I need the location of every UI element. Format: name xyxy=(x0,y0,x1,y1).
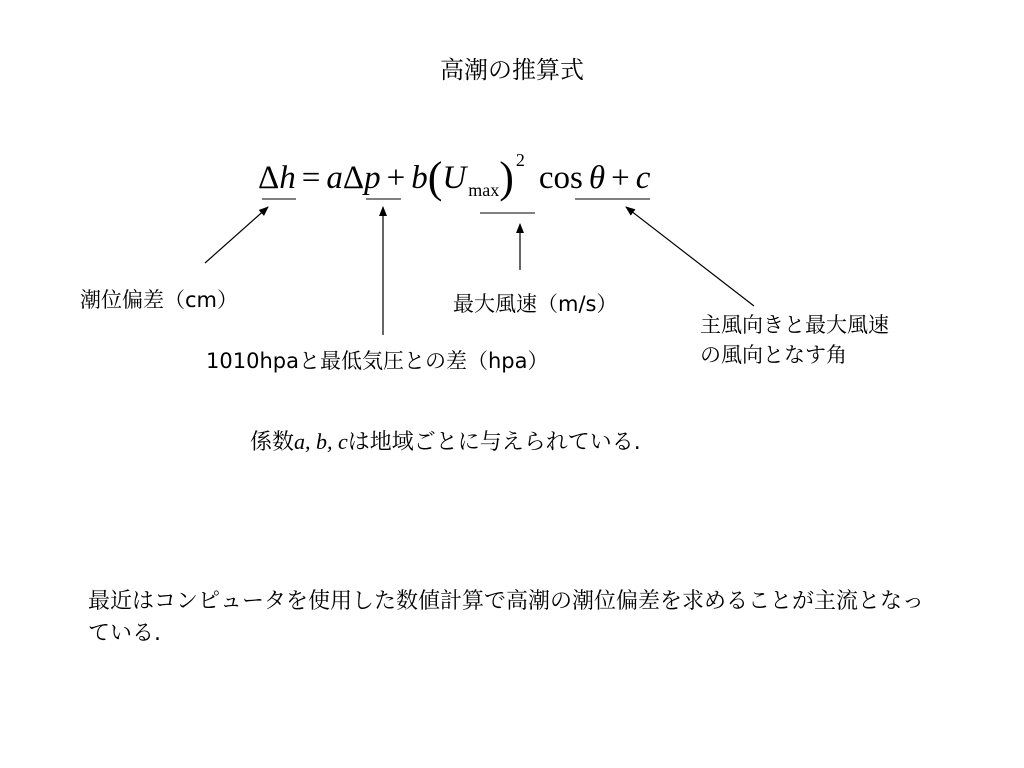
var-h: h xyxy=(279,160,296,196)
computation-note: 最近はコンピュータを使用した数値計算で高潮の潮位偏差を求めることが主流となっている. xyxy=(88,589,925,646)
coef-a: a xyxy=(294,429,306,454)
delta-symbol: Δ xyxy=(342,160,365,196)
coef-c: c xyxy=(338,429,348,454)
var-a: a xyxy=(326,160,343,196)
var-theta: θ xyxy=(588,160,606,196)
equals-sign: = xyxy=(301,160,321,196)
coef-b: b xyxy=(316,429,328,454)
cos-function: cos xyxy=(538,160,583,196)
var-b: b xyxy=(411,160,428,196)
arrow-deviation xyxy=(205,207,268,263)
label-pressure-difference: 1010hpaと最低気圧との差（hpa） xyxy=(206,349,549,373)
arrow-angle xyxy=(626,207,754,306)
subscript-max: max xyxy=(468,180,500,200)
coef-separator: , xyxy=(327,429,339,454)
superscript-2: 2 xyxy=(515,150,525,170)
delta-symbol: Δ xyxy=(258,160,280,196)
coef-suffix: は地域ごとに与えられている. xyxy=(347,430,641,455)
left-paren: ( xyxy=(427,153,443,202)
plus-sign: + xyxy=(386,160,406,196)
right-paren: ) xyxy=(499,153,514,202)
var-p: p xyxy=(364,160,381,196)
label-wind-angle xyxy=(700,310,960,370)
label-tide-deviation: 潮位偏差（cm） xyxy=(80,288,239,312)
page-title: 高潮の推算式 xyxy=(440,56,584,84)
coef-separator: , xyxy=(305,429,317,454)
plus-sign: + xyxy=(611,160,630,196)
label-wind-angle-line2: の風向となす角 xyxy=(700,343,847,367)
label-wind-angle-line1: 主風向きと最大風速 xyxy=(700,313,889,337)
var-c: c xyxy=(635,160,651,196)
label-max-wind-speed: 最大風速（m/s） xyxy=(453,292,618,316)
coefficients-note xyxy=(250,425,641,456)
var-U: U xyxy=(442,160,467,196)
coef-prefix: 係数 xyxy=(250,430,295,455)
